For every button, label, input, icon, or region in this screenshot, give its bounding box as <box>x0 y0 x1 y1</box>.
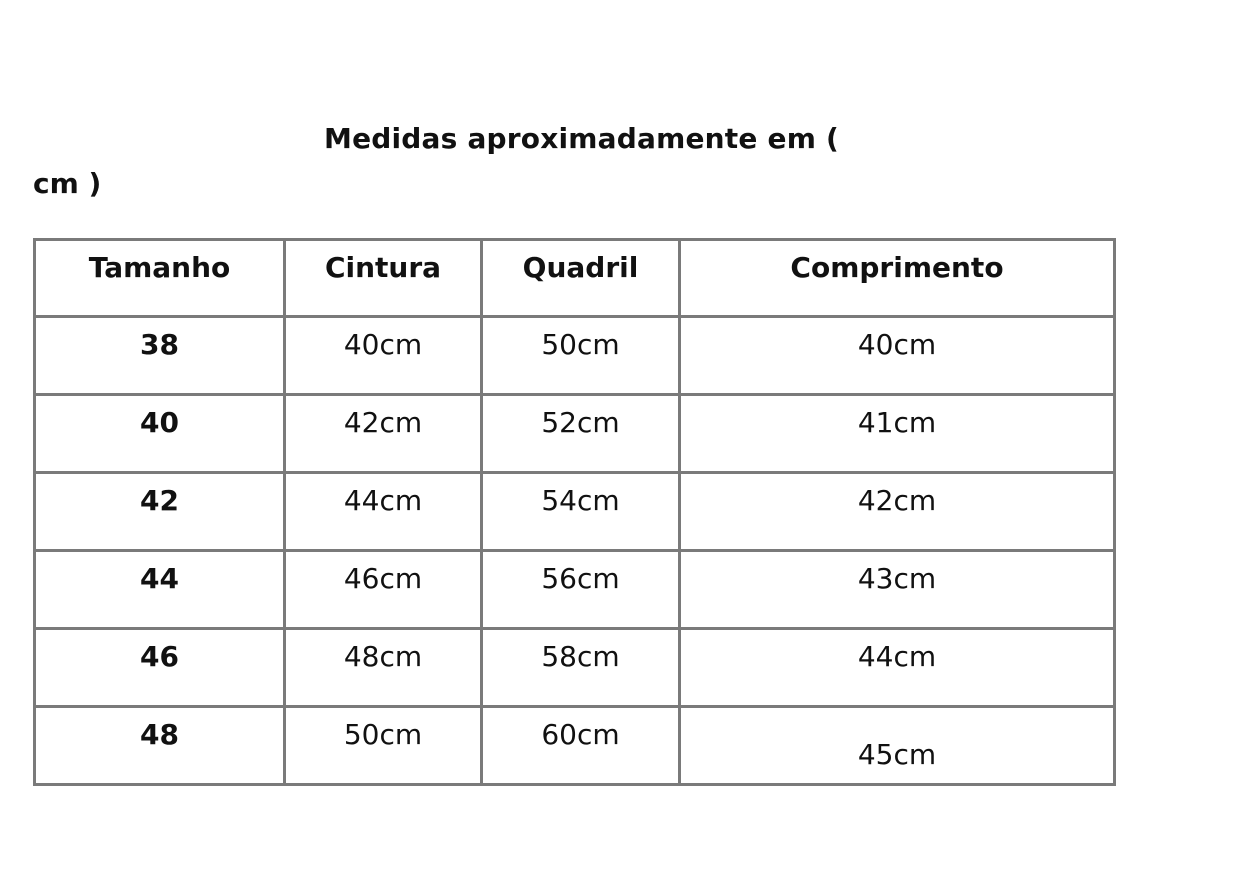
quadril-cell: 54cm <box>482 473 680 551</box>
quadril-cell: 50cm <box>482 317 680 395</box>
comprimento-cell: 42cm <box>680 473 1115 551</box>
comprimento-cell: 44cm <box>680 629 1115 707</box>
header-comprimento: Comprimento <box>680 240 1115 317</box>
comprimento-cell: 43cm <box>680 551 1115 629</box>
comprimento-cell: 45cm <box>680 707 1115 785</box>
quadril-cell: 60cm <box>482 707 680 785</box>
page-title-continuation: cm ) <box>33 167 102 200</box>
cintura-cell: 44cm <box>285 473 482 551</box>
size-cell: 44 <box>35 551 285 629</box>
cintura-cell: 46cm <box>285 551 482 629</box>
quadril-cell: 56cm <box>482 551 680 629</box>
table-row <box>35 707 1115 785</box>
comprimento-cell: 41cm <box>680 395 1115 473</box>
quadril-cell: 52cm <box>482 395 680 473</box>
table-row <box>35 551 1115 629</box>
cintura-cell: 48cm <box>285 629 482 707</box>
header-cintura: Cintura <box>285 240 482 317</box>
table-row <box>35 473 1115 551</box>
cintura-cell: 40cm <box>285 317 482 395</box>
page-title: Medidas aproximadamente em ( <box>324 122 840 155</box>
cintura-cell: 50cm <box>285 707 482 785</box>
table-row <box>35 629 1115 707</box>
quadril-cell: 58cm <box>482 629 680 707</box>
table-row <box>35 317 1115 395</box>
size-cell: 48 <box>35 707 285 785</box>
header-quadril: Quadril <box>482 240 680 317</box>
comprimento-cell: 40cm <box>680 317 1115 395</box>
size-cell: 40 <box>35 395 285 473</box>
table-header-row <box>35 240 1115 317</box>
table-row <box>35 395 1115 473</box>
header-tamanho: Tamanho <box>35 240 285 317</box>
size-cell: 42 <box>35 473 285 551</box>
size-chart-table <box>33 238 1116 786</box>
size-cell: 46 <box>35 629 285 707</box>
size-cell: 38 <box>35 317 285 395</box>
cintura-cell: 42cm <box>285 395 482 473</box>
